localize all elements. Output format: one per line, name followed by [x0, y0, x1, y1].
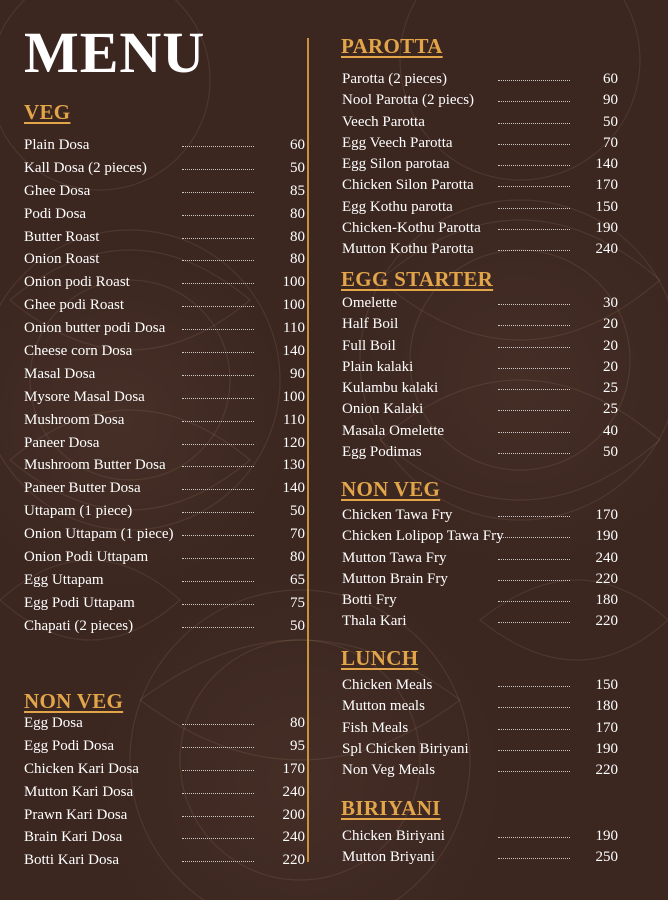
menu-item	[24, 595, 306, 618]
dot-leader	[182, 558, 254, 560]
menu-item	[24, 852, 306, 875]
dot-leader	[498, 144, 570, 146]
menu-item	[24, 435, 306, 458]
menu-item	[342, 338, 622, 359]
menu-item	[342, 199, 622, 220]
menu-item-price: 50	[603, 444, 618, 461]
menu-item-price: 25	[603, 401, 618, 418]
menu-item-name: Chicken-Kothu Parotta	[342, 220, 481, 237]
menu-item-name: Paneer Butter Dosa	[24, 480, 141, 497]
menu-item-price: 240	[282, 829, 305, 846]
menu-item-price: 95	[290, 737, 305, 754]
menu-item-name: Non Veg Meals	[342, 762, 436, 779]
menu-item-price: 110	[283, 411, 305, 428]
dot-leader	[182, 283, 254, 285]
menu-item-price: 70	[290, 526, 305, 543]
menu-item-name: Onion Podi Uttapam	[24, 549, 149, 566]
menu-item-price: 140	[282, 480, 305, 497]
dot-leader	[182, 146, 254, 148]
menu-item-name: Egg Podi Dosa	[24, 737, 114, 754]
dot-leader	[182, 535, 254, 537]
menu-item-price: 50	[290, 159, 305, 176]
menu-item-name: Kulambu kalaki	[342, 380, 439, 397]
menu-item-price: 150	[595, 198, 618, 215]
menu-item-price: 170	[595, 507, 618, 523]
menu-item-name: Chicken Kari Dosa	[24, 760, 139, 777]
menu-item-price: 190	[595, 220, 618, 237]
menu-item-price: 240	[595, 241, 618, 258]
dot-leader	[498, 304, 570, 306]
dot-leader	[498, 729, 570, 731]
dot-leader	[498, 858, 570, 860]
menu-item-price: 190	[595, 828, 618, 844]
dot-leader	[498, 453, 570, 455]
menu-item	[24, 251, 306, 274]
menu-item-name: Veech Parotta	[342, 113, 425, 130]
menu-item-price: 60	[603, 71, 618, 87]
menu-item-price: 120	[282, 434, 305, 451]
menu-item-name: Uttapam (1 piece)	[24, 503, 133, 520]
menu-item-name: Nool Parotta (2 piecs)	[342, 92, 475, 109]
biriyani-list	[342, 828, 622, 871]
dot-leader	[182, 724, 254, 726]
menu-item-price: 170	[282, 760, 305, 777]
dot-leader	[498, 347, 570, 349]
dot-leader	[498, 325, 570, 327]
menu-item-price: 220	[595, 613, 618, 630]
menu-item-name: Masala Omelette	[342, 422, 445, 439]
dot-leader	[182, 861, 254, 863]
egg-starter-list	[342, 295, 622, 465]
non-veg-list-left	[24, 715, 306, 875]
menu-item-price: 180	[595, 592, 618, 609]
menu-item	[24, 366, 306, 389]
menu-item-price: 200	[282, 806, 305, 823]
menu-item-name: Mysore Masal Dosa	[24, 388, 145, 405]
dot-leader	[182, 238, 254, 240]
menu-item-name: Onion Roast	[24, 251, 100, 268]
menu-item-name: Onion Kalaki	[342, 401, 424, 418]
menu-item	[24, 206, 306, 229]
dot-leader	[498, 559, 570, 561]
menu-item-price: 100	[282, 297, 305, 314]
menu-item	[342, 528, 622, 549]
dot-leader	[182, 512, 254, 514]
menu-item-name: Egg Silon parotaa	[342, 156, 450, 173]
menu-item-price: 20	[603, 316, 618, 333]
dot-leader	[498, 229, 570, 231]
menu-item-name: Fish Meals	[342, 719, 409, 736]
menu-item-price: 190	[595, 528, 618, 545]
menu-item	[24, 503, 306, 526]
menu-item	[342, 241, 622, 262]
menu-item-price: 80	[290, 251, 305, 268]
menu-item-price: 20	[603, 337, 618, 354]
menu-item-price: 20	[603, 358, 618, 375]
menu-item-name: Egg Podi Uttapam	[24, 594, 135, 611]
dot-leader	[182, 793, 254, 795]
menu-item-name: Thala Kari	[342, 613, 407, 630]
dot-leader	[182, 192, 254, 194]
parotta-list	[342, 71, 622, 263]
menu-item-name: Masal Dosa	[24, 365, 96, 382]
dot-leader	[498, 80, 570, 82]
menu-item-name: Chicken Lolipop Tawa Fry	[342, 528, 504, 545]
menu-item	[342, 698, 622, 719]
menu-item-price: 140	[282, 343, 305, 360]
menu-item	[24, 738, 306, 761]
menu-item	[342, 316, 622, 337]
menu-item-price: 220	[595, 570, 618, 587]
menu-item-name: Kall Dosa (2 pieces)	[24, 159, 147, 176]
dot-leader	[182, 604, 254, 606]
menu-item-price: 50	[603, 113, 618, 130]
menu-item	[24, 183, 306, 206]
non-veg-heading-right: NON VEG	[341, 477, 441, 501]
menu-item	[24, 229, 306, 252]
menu-item-name: Ghee podi Roast	[24, 297, 124, 314]
menu-item	[24, 297, 306, 320]
menu-item-name: Chicken Tawa Fry	[342, 507, 453, 523]
dot-leader	[498, 750, 570, 752]
dot-leader	[498, 686, 570, 688]
menu-item-price: 60	[290, 137, 305, 153]
menu-item	[342, 571, 622, 592]
dot-leader	[182, 581, 254, 583]
menu-item	[342, 592, 622, 613]
menu-item	[342, 720, 622, 741]
dot-leader	[182, 489, 254, 491]
menu-item	[342, 613, 622, 634]
menu-item-name: Omelette	[342, 295, 397, 311]
menu-item-price: 170	[595, 719, 618, 736]
parotta-heading: PAROTTA	[341, 34, 443, 58]
menu-item	[342, 677, 622, 698]
menu-item-price: 80	[290, 228, 305, 245]
dot-leader	[498, 165, 570, 167]
menu-item-price: 250	[595, 849, 618, 866]
dot-leader	[182, 306, 254, 308]
dot-leader	[182, 770, 254, 772]
dot-leader	[182, 169, 254, 171]
dot-leader	[498, 707, 570, 709]
menu-item-price: 240	[595, 549, 618, 566]
menu-item-name: Butter Roast	[24, 228, 100, 245]
menu-item-price: 90	[290, 365, 305, 382]
menu-item-name: Brain Kari Dosa	[24, 829, 123, 846]
menu-item-price: 180	[595, 698, 618, 715]
menu-item-name: Chicken Silon Parotta	[342, 177, 474, 194]
menu-item-price: 240	[282, 783, 305, 800]
dot-leader	[498, 410, 570, 412]
menu-item	[24, 761, 306, 784]
dot-leader	[182, 747, 254, 749]
dot-leader	[498, 771, 570, 773]
dot-leader	[182, 375, 254, 377]
menu-item-name: Full Boil	[342, 337, 396, 354]
menu-item-price: 80	[290, 715, 305, 731]
menu-item	[342, 359, 622, 380]
menu-item-name: Mutton meals	[342, 698, 425, 715]
menu-item-name: Onion podi Roast	[24, 274, 130, 291]
menu-item-name: Paneer Dosa	[24, 434, 100, 451]
dot-leader	[498, 537, 570, 539]
dot-leader	[498, 622, 570, 624]
menu-item	[24, 389, 306, 412]
menu-item-name: Mushroom Butter Dosa	[24, 457, 166, 474]
menu-item	[24, 807, 306, 830]
menu-item	[342, 550, 622, 571]
menu-item-name: Spl Chicken Biriyani	[342, 740, 469, 757]
menu-item-name: Mutton Tawa Fry	[342, 549, 447, 566]
menu-item-name: Podi Dosa	[24, 205, 87, 222]
menu-item-name: Mutton Brain Fry	[342, 570, 448, 587]
menu-item-name: Egg Veech Parotta	[342, 134, 453, 151]
menu-item	[342, 507, 622, 528]
menu-item-price: 100	[282, 274, 305, 291]
dot-leader	[182, 838, 254, 840]
menu-item	[24, 829, 306, 852]
menu-item	[342, 177, 622, 198]
dot-leader	[498, 580, 570, 582]
menu-item-price: 220	[282, 852, 305, 869]
menu-item-price: 220	[595, 762, 618, 779]
menu-item	[24, 526, 306, 549]
menu-item	[24, 572, 306, 595]
menu-item-name: Botti Fry	[342, 592, 397, 609]
menu-item	[24, 274, 306, 297]
menu-item-price: 170	[595, 177, 618, 194]
dot-leader	[498, 250, 570, 252]
menu-item-price: 140	[595, 156, 618, 173]
dot-leader	[182, 352, 254, 354]
menu-item-name: Mutton Kari Dosa	[24, 783, 134, 800]
non-veg-list-right	[342, 507, 622, 635]
menu-item-name: Parotta (2 pieces)	[342, 71, 447, 87]
menu-item	[24, 160, 306, 183]
menu-item	[24, 480, 306, 503]
dot-leader	[498, 389, 570, 391]
menu-item-price: 25	[603, 380, 618, 397]
dot-leader	[498, 516, 570, 518]
menu-item	[342, 114, 622, 135]
menu-item	[24, 343, 306, 366]
dot-leader	[182, 398, 254, 400]
dot-leader	[498, 186, 570, 188]
menu-item	[24, 549, 306, 572]
menu-item	[342, 295, 622, 316]
menu-item	[342, 156, 622, 177]
menu-item	[342, 444, 622, 465]
menu-item-name: Half Boil	[342, 316, 399, 333]
menu-item-name: Mutton Kothu Parotta	[342, 241, 474, 258]
menu-item-price: 40	[603, 422, 618, 439]
menu-item-name: Plain kalaki	[342, 358, 414, 375]
lunch-list	[342, 677, 622, 783]
biriyani-heading: BIRIYANI	[341, 796, 441, 820]
dot-leader	[182, 466, 254, 468]
menu-item-price: 75	[290, 594, 305, 611]
menu-item	[24, 412, 306, 435]
menu-item-price: 100	[282, 388, 305, 405]
menu-item-name: Plain Dosa	[24, 137, 90, 153]
dot-leader	[498, 208, 570, 210]
dot-leader	[182, 816, 254, 818]
dot-leader	[182, 421, 254, 423]
menu-item	[24, 320, 306, 343]
dot-leader	[182, 329, 254, 331]
menu-item-price: 80	[290, 549, 305, 566]
menu-item-name: Egg Dosa	[24, 715, 83, 731]
menu-item-price: 50	[290, 503, 305, 520]
menu-item-name: Chicken Biriyani	[342, 828, 445, 844]
menu-item	[342, 380, 622, 401]
dot-leader	[182, 215, 254, 217]
menu-item-name: Chapati (2 pieces)	[24, 617, 134, 634]
dot-leader	[182, 444, 254, 446]
veg-list	[24, 137, 306, 641]
dot-leader	[498, 123, 570, 125]
veg-heading: VEG	[24, 100, 71, 124]
menu-item-name: Egg Podimas	[342, 444, 422, 461]
dot-leader	[498, 368, 570, 370]
menu-item	[24, 457, 306, 480]
menu-item-price: 70	[603, 134, 618, 151]
lunch-heading: LUNCH	[341, 646, 419, 670]
egg-starter-heading: EGG STARTER	[341, 267, 494, 291]
menu-item-name: Botti Kari Dosa	[24, 852, 119, 869]
menu-item	[24, 784, 306, 807]
menu-item	[342, 92, 622, 113]
menu-item-name: Onion Uttapam (1 piece)	[24, 526, 174, 543]
menu-item	[24, 618, 306, 641]
menu-item	[342, 71, 622, 92]
menu-item-name: Prawn Kari Dosa	[24, 806, 128, 823]
column-divider	[307, 38, 309, 862]
menu-item-name: Onion butter podi Dosa	[24, 320, 166, 337]
dot-leader	[182, 627, 254, 629]
menu-item	[24, 137, 306, 160]
menu-item	[342, 135, 622, 156]
dot-leader	[498, 837, 570, 839]
menu-title: MENU	[24, 20, 206, 85]
dot-leader	[498, 432, 570, 434]
menu-item-name: Cheese corn Dosa	[24, 343, 133, 360]
dot-leader	[182, 260, 254, 262]
menu-item-name: Ghee Dosa	[24, 182, 91, 199]
menu-item-name: Egg Kothu parotta	[342, 198, 453, 215]
menu-item-price: 30	[603, 295, 618, 311]
menu-item-name: Chicken Meals	[342, 677, 433, 693]
menu-item	[342, 762, 622, 783]
menu-item-price: 130	[282, 457, 305, 474]
menu-item	[342, 220, 622, 241]
menu-item	[24, 715, 306, 738]
menu-item-price: 90	[603, 92, 618, 109]
menu-item	[342, 741, 622, 762]
menu-item-price: 80	[290, 205, 305, 222]
menu-item-price: 150	[595, 677, 618, 693]
menu-item-name: Mushroom Dosa	[24, 411, 125, 428]
menu-item-name: Mutton Briyani	[342, 849, 435, 866]
menu-item-name: Egg Uttapam	[24, 571, 104, 588]
menu-item-price: 50	[290, 617, 305, 634]
dot-leader	[498, 601, 570, 603]
menu-item	[342, 423, 622, 444]
dot-leader	[498, 101, 570, 103]
menu-item-price: 190	[595, 740, 618, 757]
non-veg-heading-left: NON VEG	[24, 689, 124, 713]
menu-item-price: 85	[290, 182, 305, 199]
menu-item	[342, 849, 622, 870]
menu-item-price: 110	[283, 320, 305, 337]
menu-item	[342, 828, 622, 849]
menu-item-price: 65	[290, 571, 305, 588]
menu-item	[342, 401, 622, 422]
